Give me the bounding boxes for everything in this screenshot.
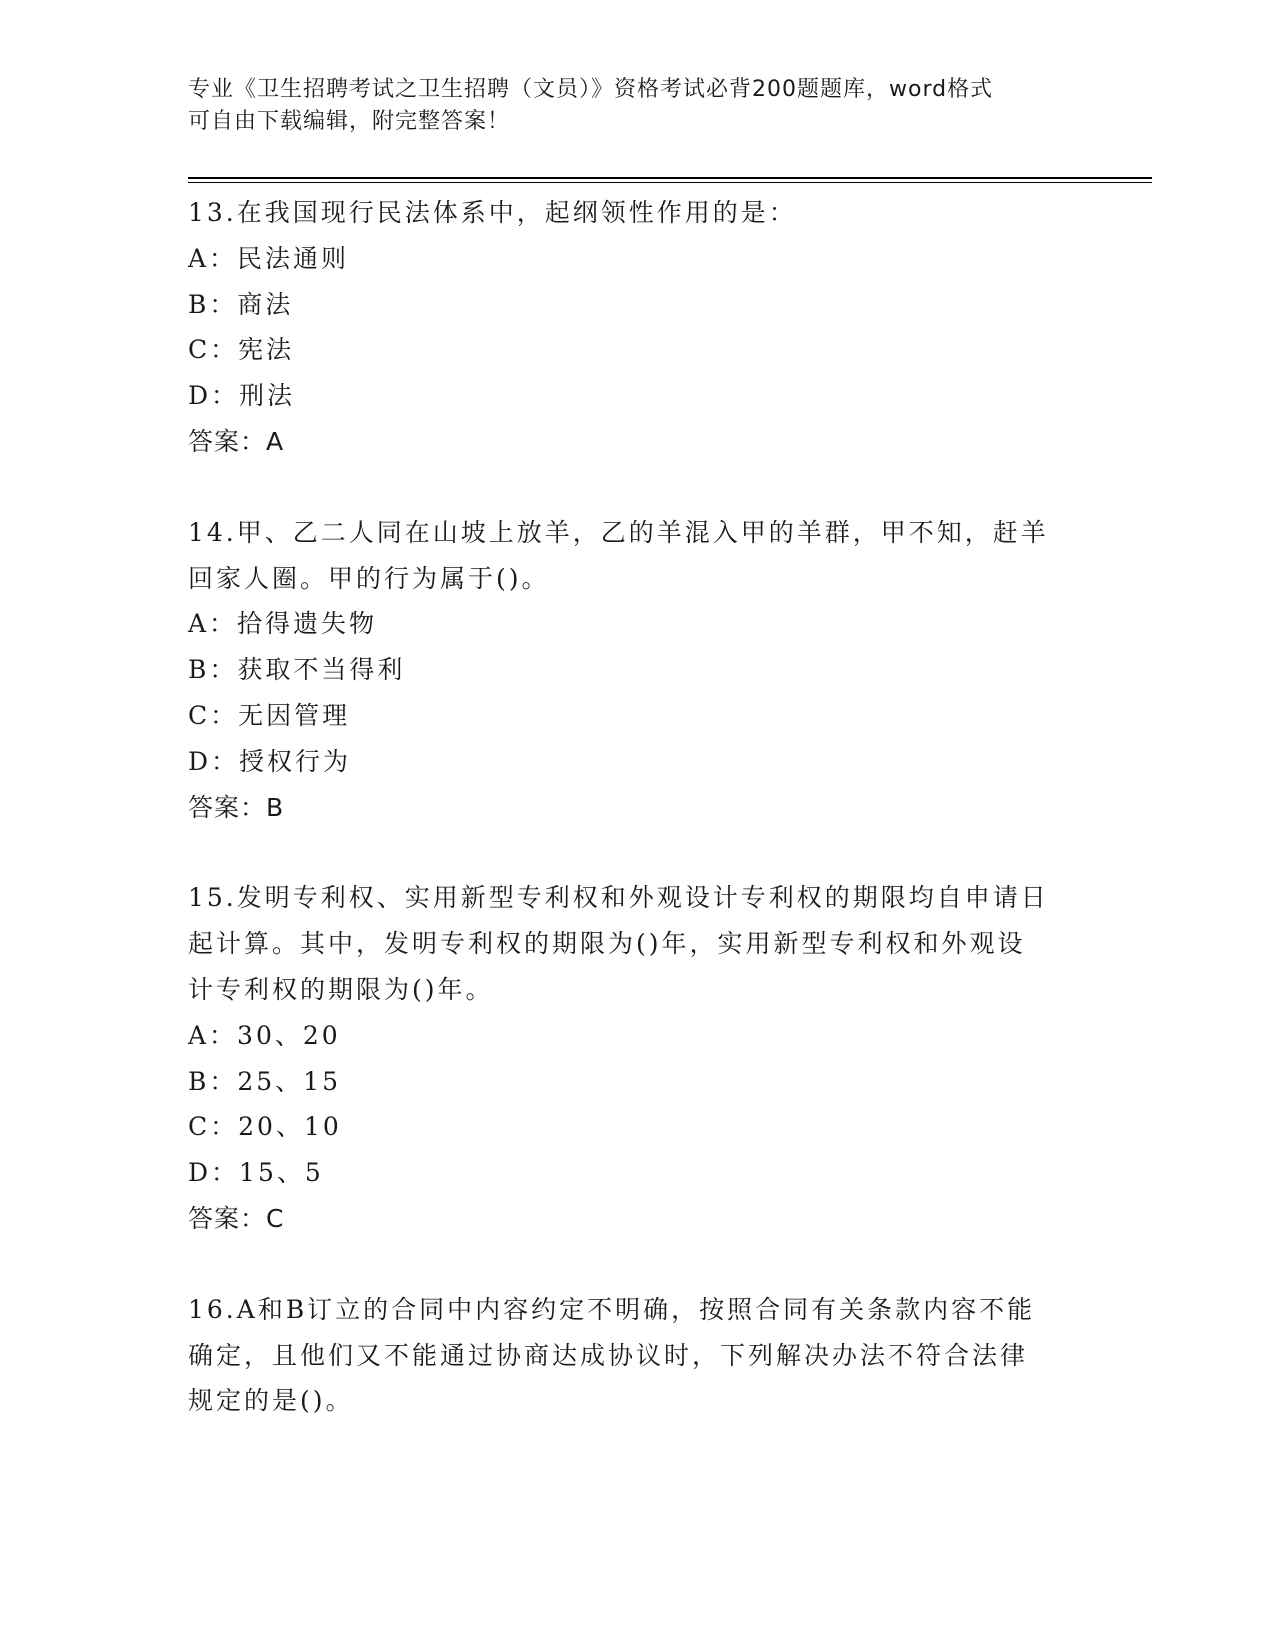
stem-line: 起计算。其中，发明专利权的期限为()年，实用新型专利权和外观设 (188, 929, 1026, 959)
option-c: C：宪法 (188, 335, 295, 365)
option-a: A：30、20 (188, 1020, 341, 1050)
option-c: C：20、10 (188, 1112, 342, 1142)
answer: 答案：B (188, 792, 285, 822)
question-14 (188, 510, 1088, 831)
stem-line: 规定的是()。 (188, 1386, 354, 1416)
question-stem (188, 190, 1088, 236)
option-d: D：刑法 (188, 381, 296, 411)
stem-line: 14.甲、乙二人同在山坡上放羊，乙的羊混入甲的羊群，甲不知，赶羊 (188, 517, 1049, 547)
stem-line: 16.A和B订立的合同中内容约定不明确，按照合同有关条款内容不能 (188, 1294, 1036, 1324)
question-13 (188, 190, 1088, 465)
stem-line: 15.发明专利权、实用新型专利权和外观设计专利权的期限均自申请日 (188, 883, 1049, 913)
option-b: B：商法 (188, 289, 294, 319)
answer: 答案：C (188, 1203, 285, 1233)
stem-line: 回家人圈。甲的行为属于()。 (188, 563, 550, 593)
option-a: A：拾得遗失物 (188, 609, 378, 639)
option-c: C：无因管理 (188, 700, 351, 730)
question-stem (188, 875, 1088, 1012)
document-header (188, 74, 1088, 138)
stem-line: 确定，且他们又不能通过协商达成协议时，下列解决办法不符合法律 (188, 1340, 1029, 1370)
header-divider-thick (188, 177, 1152, 179)
header-line-1: 专业《卫生招聘考试之卫生招聘（文员）》资格考试必背200题题库，word格式 (188, 77, 994, 102)
option-a: A：民法通则 (188, 243, 350, 273)
question-list (188, 190, 1088, 1469)
option-b: B：获取不当得利 (188, 655, 406, 685)
question-stem (188, 1287, 1088, 1424)
question-stem (188, 510, 1088, 602)
stem-line: 计专利权的期限为()年。 (188, 974, 494, 1004)
header-line-2: 可自由下载编辑，附完整答案！ (188, 109, 511, 134)
answer: 答案：A (188, 426, 285, 456)
header-divider-thin (188, 182, 1152, 183)
option-d: D：15、5 (188, 1158, 324, 1188)
option-b: B：25、15 (188, 1066, 341, 1096)
option-d: D：授权行为 (188, 746, 352, 776)
question-16 (188, 1287, 1088, 1424)
question-15 (188, 875, 1088, 1241)
stem-line: 13.在我国现行民法体系中，起纲领性作用的是： (188, 198, 797, 227)
